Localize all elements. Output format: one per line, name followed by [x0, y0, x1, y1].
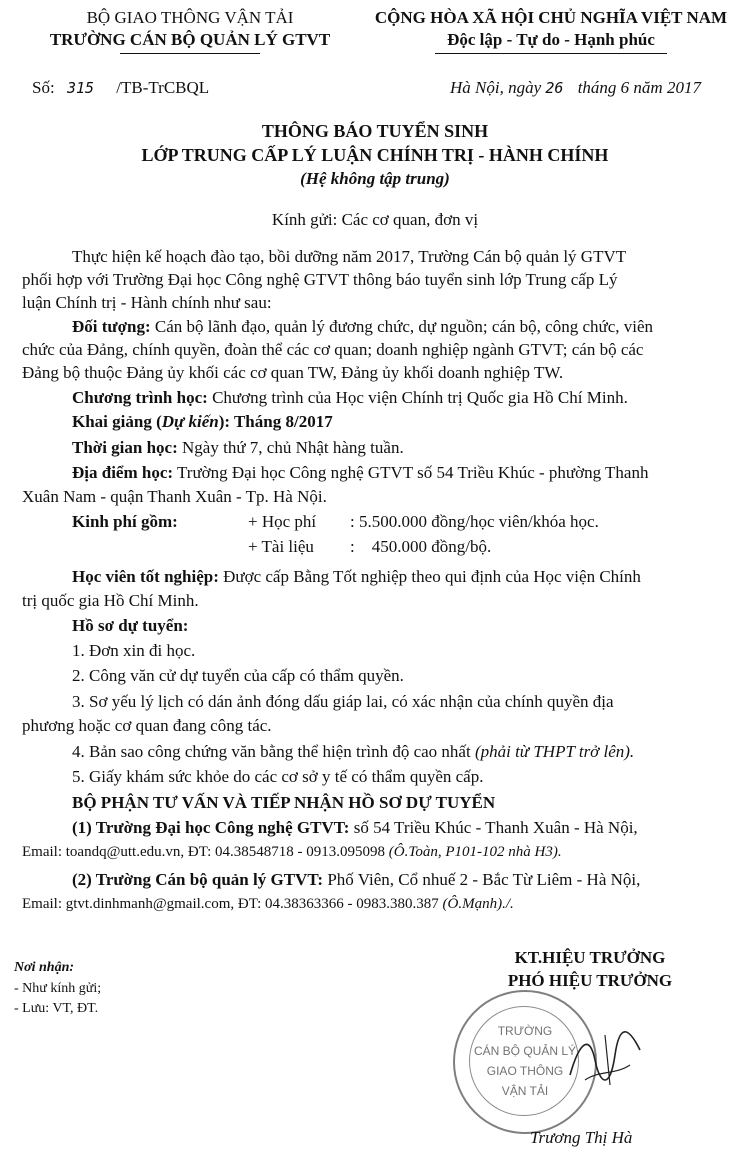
- venue-line-2: Xuân Nam - quận Thanh Xuân - Tp. Hà Nội.: [22, 487, 327, 506]
- opening-line: Khai giảng (Dự kiến): Tháng 8/2017: [72, 412, 333, 431]
- contact-2-note: (Ô.Mạnh)./.: [442, 896, 514, 912]
- target-text-1: Cán bộ lãnh đạo, quản lý đương chức, dự nguồn; cán bộ, công chức, viên: [154, 317, 654, 336]
- dossier-item-2: 2. Công văn cử dự tuyển của cấp có thẩm quyền.: [72, 666, 404, 685]
- contact-2-label: (2) Trường Cán bộ quản lý GTVT:: [72, 870, 324, 889]
- dossier-item-4-note: (phải từ THPT trở lên).: [474, 742, 635, 761]
- contact-heading: BỘ PHẬN TƯ VẤN VÀ TIẾP NHẬN HỒ SƠ DỰ TUYỂN: [72, 793, 496, 812]
- graduation-line-2: trị quốc gia Hồ Chí Minh.: [22, 591, 199, 610]
- graduation-label: Học viên tốt nghiệp:: [72, 567, 219, 586]
- target-label: Đối tượng:: [72, 317, 151, 336]
- dossier-item-3-line-2: phương hoặc cơ quan đang công tác.: [22, 716, 272, 735]
- opening-value: Tháng 8/2017: [233, 412, 333, 431]
- contact-1-line-1: [72, 818, 638, 838]
- recipients-item-2: - Lưu: VT, ĐT.: [14, 1001, 99, 1016]
- fee-value-2: : 450.000 đồng/bộ.: [350, 537, 492, 556]
- place-date: [450, 78, 701, 98]
- number-code: /TB-TrCBQL: [116, 78, 210, 97]
- seal-line-1: TRƯỜNG: [497, 1024, 553, 1038]
- schedule-text: Ngày thứ 7, chủ Nhật hàng tuần.: [182, 438, 404, 457]
- schedule-line: [72, 438, 404, 458]
- target-line-3: Đảng bộ thuộc Đảng ủy khối các cơ quan TW, Đảng ủy khối doanh nghiệp TW.: [22, 363, 564, 382]
- venue-text-1: Trường Đại học Công nghệ GTVT số 54 Triều Khúc - phường Thanh: [177, 463, 649, 482]
- signer-name: Trương Thị Hà: [530, 1128, 633, 1147]
- signer-title-2: PHÓ HIỆU TRƯỞNG: [507, 971, 673, 990]
- opening-label: Khai giảng: [72, 412, 152, 431]
- venue-line-1: [72, 463, 648, 483]
- contact-1-line-2: [22, 844, 562, 861]
- dossier-item-3-line-1: 3. Sơ yếu lý lịch có dán ảnh đóng dấu giáp lai, có xác nhận của chính quyền địa: [72, 692, 614, 711]
- contact-1-email-phone: Email: toandq@utt.edu.vn, ĐT: 04.38548718 - 0913.095098: [22, 844, 386, 860]
- number-label: Số:: [32, 78, 55, 97]
- ministry-name: BỘ GIAO THÔNG VẬN TẢI: [86, 8, 294, 27]
- target-line-2: chức của Đảng, chính quyền, đoàn thể các cơ quan; doanh nghiệp ngành GTVT; cán bộ các: [22, 340, 644, 359]
- school-name: TRƯỜNG CÁN BỘ QUẢN LÝ GTVT: [49, 30, 331, 49]
- dossier-item-4-text: 4. Bản sao công chứng văn bằng thể hiện trình độ cao nhất: [72, 742, 471, 761]
- header-left-rule: [120, 53, 260, 54]
- date-month-year: tháng 6 năm 2017: [577, 78, 701, 97]
- fee-item-1: + Học phí: [248, 512, 317, 531]
- dossier-label: Hồ sơ dự tuyển:: [72, 616, 189, 635]
- motto: Độc lập - Tự do - Hạnh phúc: [447, 30, 655, 49]
- greeting: Kính gửi: Các cơ quan, đơn vị: [271, 210, 479, 229]
- target-line-1: [72, 317, 653, 337]
- fee-label: Kinh phí gồm:: [72, 512, 178, 531]
- contact-1-label: (1) Trường Đại học Công nghệ GTVT:: [72, 818, 350, 837]
- title-line-1: THÔNG BÁO TUYỂN SINH: [261, 121, 489, 141]
- seal-line-3: GIAO THÔNG: [486, 1064, 564, 1078]
- graduation-line-1: [72, 567, 641, 587]
- header-right-rule: [435, 53, 667, 54]
- program-text: Chương trình của Học viện Chính trị Quốc gia Hồ Chí Minh.: [212, 388, 628, 407]
- intro-line-2: phối hợp với Trường Đại học Công nghệ GTVT thông báo tuyển sinh lớp Trung cấp Lý: [22, 270, 618, 289]
- document-number: [32, 78, 209, 98]
- contact-1-note: (Ô.Toàn, P101-102 nhà H3).: [388, 844, 562, 860]
- program-label: Chương trình học:: [72, 388, 208, 407]
- title-line-3: (Hệ không tập trung): [300, 169, 450, 188]
- fee-item-2: + Tài liệu: [248, 537, 314, 556]
- contact-1-address: số 54 Triều Khúc - Thanh Xuân - Hà Nội,: [353, 818, 638, 837]
- venue-label: Địa điểm học:: [72, 463, 174, 482]
- graduation-text-1: Được cấp Bằng Tốt nghiệp theo qui định của Học viện Chính: [223, 567, 641, 586]
- dossier-item-1: 1. Đơn xin đi học.: [72, 641, 196, 660]
- date-day: 26: [545, 79, 564, 97]
- recipients-item-1: - Như kính gửi;: [14, 981, 102, 996]
- contact-2-line-2: [22, 896, 514, 913]
- dossier-item-4: [72, 742, 634, 762]
- opening-note: Dự kiến: [161, 412, 219, 431]
- dossier-item-5: 5. Giấy khám sức khỏe do các cơ sở y tế có thẩm quyền cấp.: [72, 767, 484, 786]
- country-name: CỘNG HÒA XÃ HỘI CHỦ NGHĨA VIỆT NAM: [374, 8, 728, 27]
- contact-2-line-1: [72, 870, 640, 890]
- place-date-prefix: Hà Nội, ngày: [450, 78, 542, 97]
- seal-line-2: CÁN BỘ QUẢN LÝ: [473, 1044, 577, 1058]
- schedule-label: Thời gian học:: [72, 438, 178, 457]
- number-value: 315: [66, 79, 95, 97]
- contact-2-address: Phố Viên, Cổ nhuế 2 - Bắc Từ Liêm - Hà Nội,: [327, 870, 641, 889]
- signer-title-1: KT.HIỆU TRƯỞNG: [514, 948, 666, 967]
- intro-line-3: luận Chính trị - Hành chính như sau:: [22, 293, 272, 312]
- intro-line-1: Thực hiện kế hoạch đào tạo, bồi dưỡng năm 2017, Trường Cán bộ quản lý GTVT: [72, 247, 627, 266]
- title-line-2: LỚP TRUNG CẤP LÝ LUẬN CHÍNH TRỊ - HÀNH CHÍNH: [141, 145, 609, 165]
- recipients-label: Nơi nhận:: [14, 960, 75, 975]
- fee-value-1: : 5.500.000 đồng/học viên/khóa học.: [350, 512, 599, 531]
- program-line: [72, 388, 628, 408]
- seal-line-4: VẬN TẢI: [501, 1084, 549, 1098]
- contact-2-email-phone: Email: gtvt.dinhmanh@gmail.com, ĐT: 04.38363366 - 0983.380.387: [22, 896, 439, 912]
- handwritten-signature: [560, 1020, 650, 1100]
